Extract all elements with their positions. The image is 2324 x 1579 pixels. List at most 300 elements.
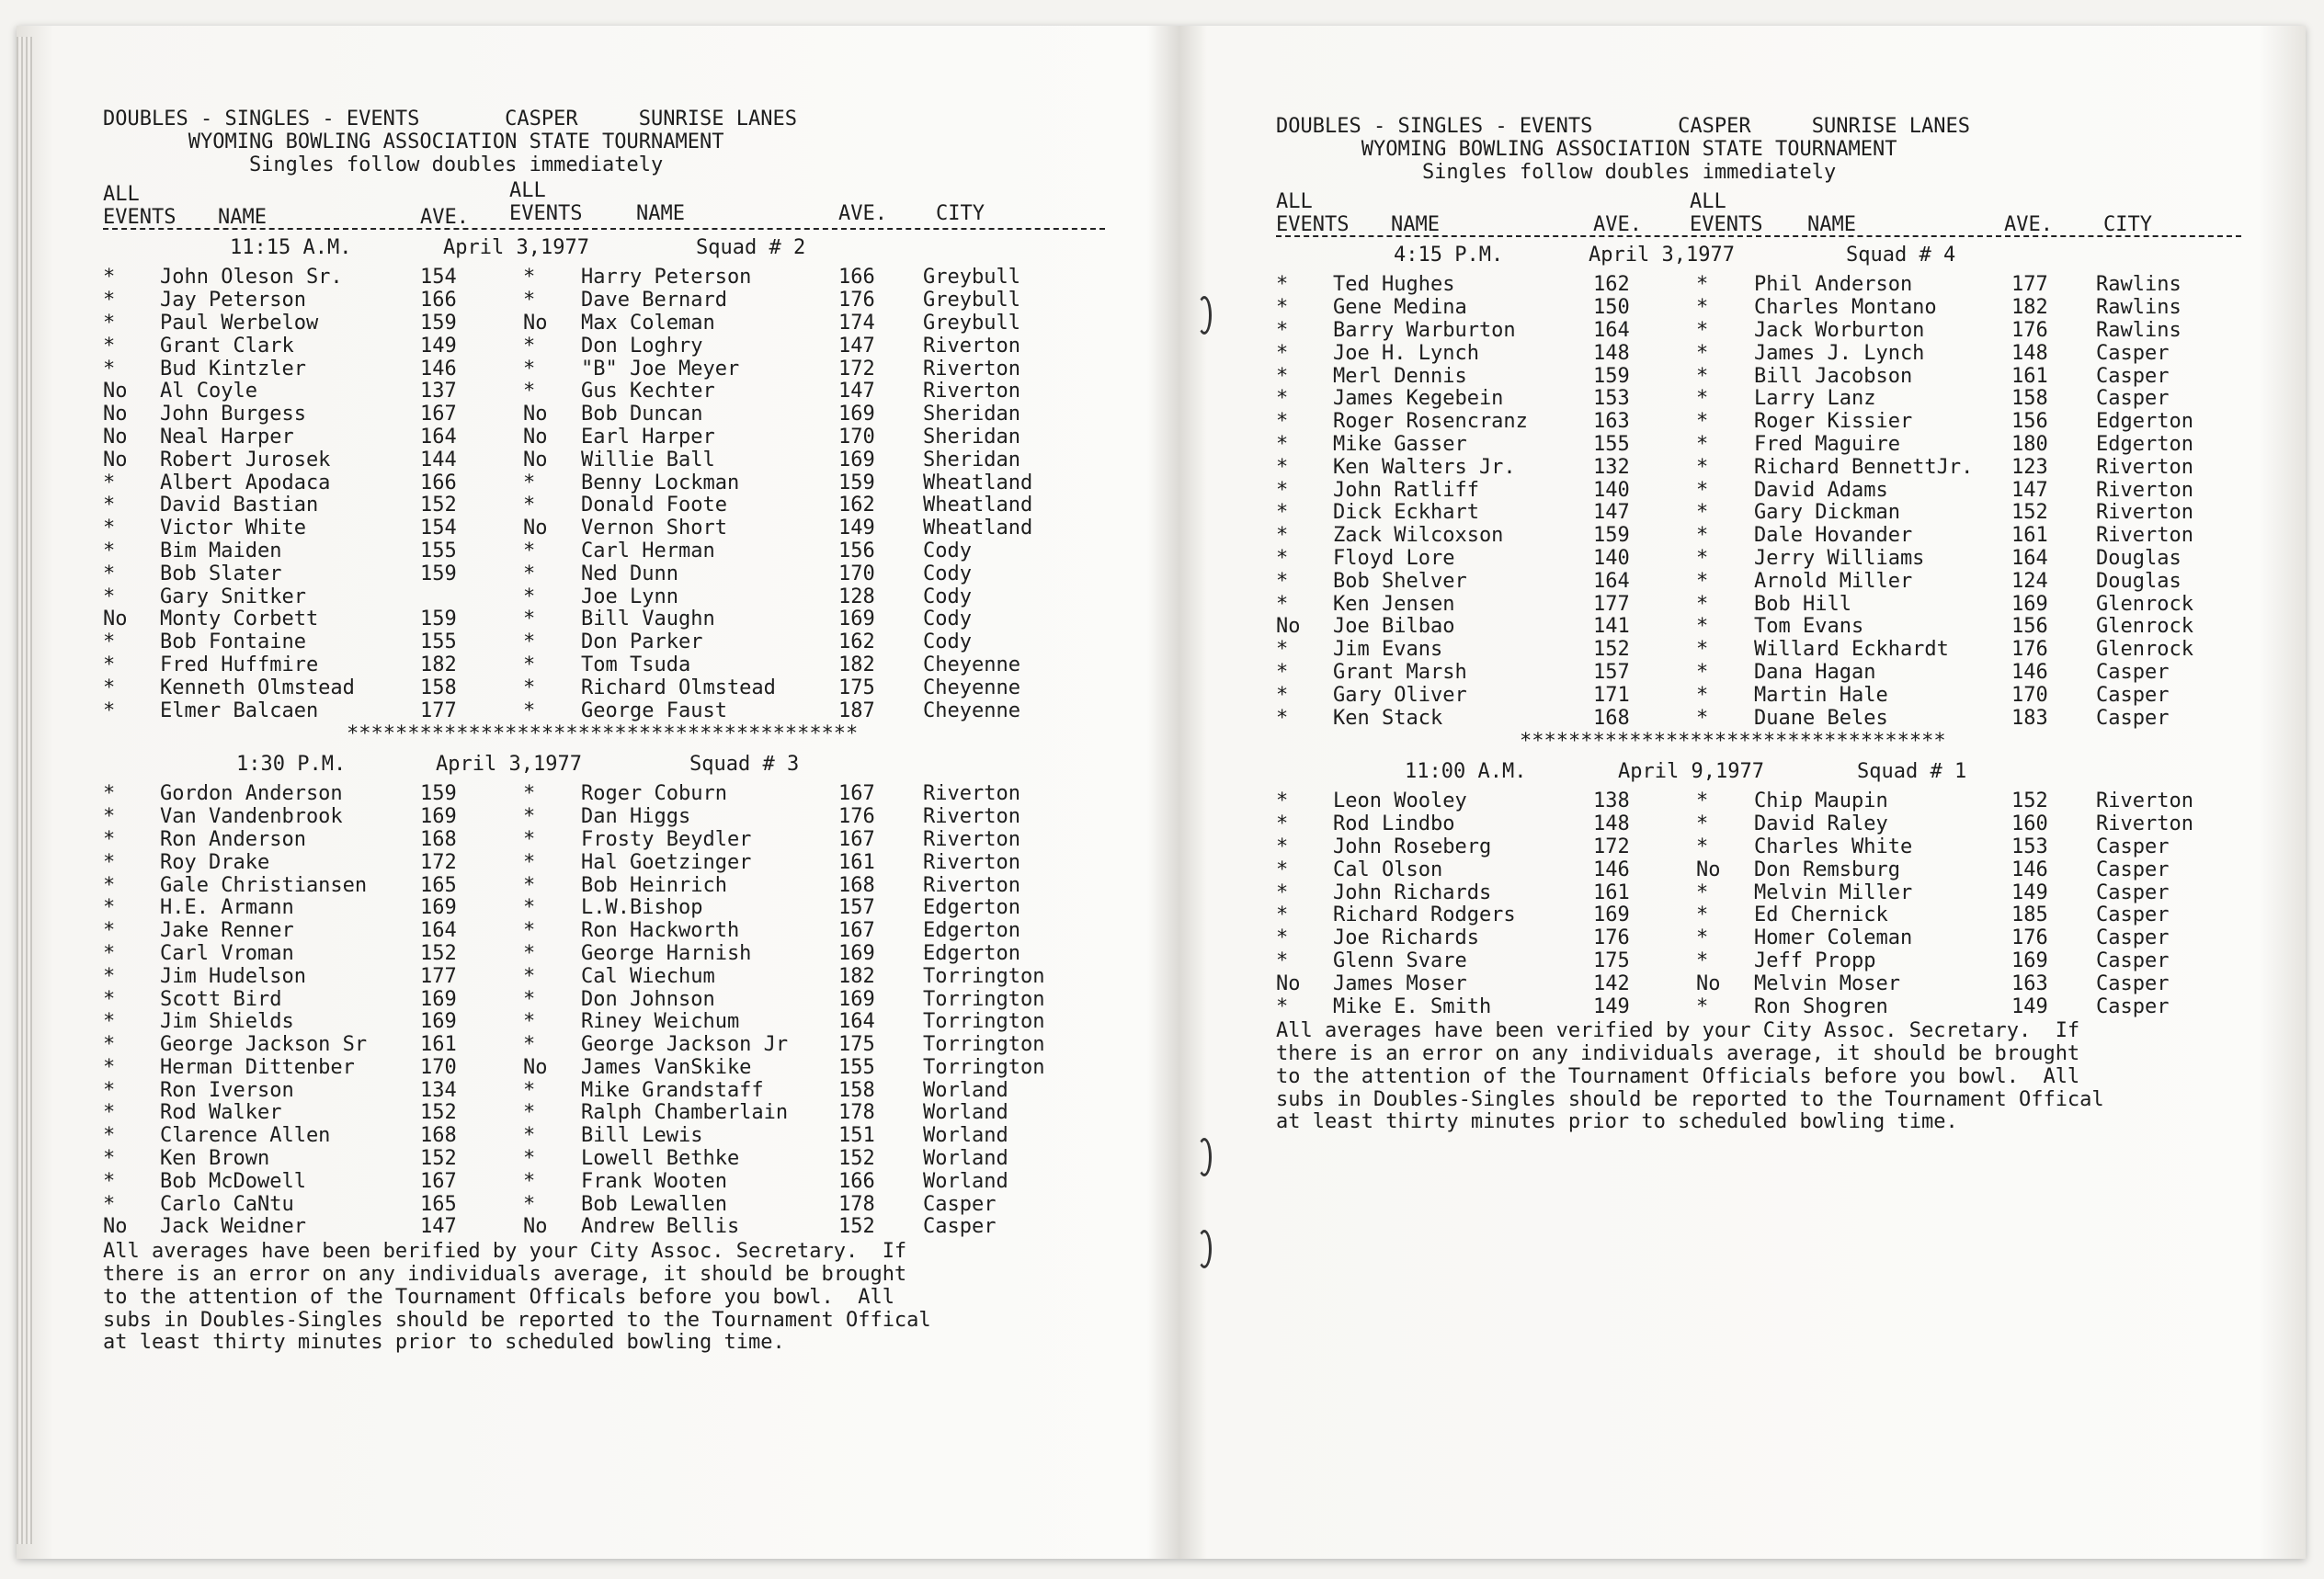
squad-date: April 3,1977 (436, 753, 582, 777)
bowler-average: 164 (1593, 318, 1630, 342)
all-events-mark: * (103, 471, 116, 494)
bowler-average: 154 (420, 266, 457, 290)
all-events-mark: * (1696, 387, 1709, 411)
all-events-mark: * (523, 941, 536, 965)
partner-name: Riney Weichum (581, 1010, 740, 1034)
bowler-name: Rod Walker (160, 1101, 282, 1125)
table-row (1276, 366, 2241, 389)
all-events-mark: * (1276, 880, 1289, 904)
partner-average: 167 (838, 919, 875, 943)
all-events-mark: No (103, 425, 128, 449)
all-events-mark: * (1696, 880, 1709, 904)
all-events-mark: * (1276, 432, 1289, 456)
separator-stars: *********************************** (1520, 730, 1946, 754)
table-row (103, 1125, 1105, 1148)
city: Cody (923, 630, 972, 654)
city: Casper (2096, 387, 2170, 411)
partner-average: 158 (838, 1078, 875, 1102)
bowler-average: 155 (420, 539, 457, 562)
all-events-mark: * (523, 782, 536, 806)
all-events-mark: * (1696, 790, 1709, 813)
table-row (103, 783, 1105, 806)
all-events-mark: * (103, 1147, 116, 1171)
table-row (103, 449, 1105, 472)
table-row (103, 290, 1105, 312)
all-events-mark: No (1696, 971, 1721, 995)
squad-number: Squad # 2 (696, 236, 806, 260)
bowler-average: 166 (420, 289, 457, 312)
partner-name: Andrew Bellis (581, 1215, 740, 1239)
page-subtitle: WYOMING BOWLING ASSOCIATION STATE TOURNAMENT (1276, 137, 1897, 161)
city: Sheridan (923, 425, 1020, 449)
table-row (103, 586, 1105, 609)
partner-average: 182 (2011, 296, 2048, 320)
all-events-mark: * (523, 896, 536, 920)
all-events-mark: * (103, 941, 116, 965)
city: Cheyenne (923, 699, 1020, 722)
partner-name: James VanSkike (581, 1055, 752, 1079)
bowler-name: Barry Warburton (1333, 318, 1516, 342)
all-events-mark: * (1696, 455, 1709, 479)
all-events-mark: * (1696, 835, 1709, 858)
squad-roster (103, 783, 1105, 1239)
bowler-average: 147 (1593, 501, 1630, 525)
bowler-name: Victor White (160, 517, 306, 540)
right-page (1276, 116, 2241, 1134)
city: Edgerton (923, 919, 1020, 943)
partner-average: 170 (838, 562, 875, 585)
all-events-mark: * (523, 653, 536, 676)
partner-name: George Jackson Jr (581, 1033, 789, 1057)
table-row (103, 267, 1105, 290)
all-events-mark: * (523, 289, 536, 312)
bowler-name: Al Coyle (160, 380, 257, 403)
partner-name: Dave Bernard (581, 289, 727, 312)
partner-average: 161 (838, 850, 875, 874)
partner-average: 162 (838, 630, 875, 654)
bowler-name: Fred Huffmire (160, 653, 319, 676)
all-events-mark: No (523, 1055, 548, 1079)
bowler-name: Dick Eckhart (1333, 501, 1479, 525)
all-events-mark: * (1276, 592, 1289, 616)
partner-name: Phil Anderson (1754, 273, 1913, 297)
partner-name: Dan Higgs (581, 805, 691, 829)
city: Casper (2096, 994, 2170, 1018)
partner-name: Don Parker (581, 630, 703, 654)
city: Greybull (923, 266, 1020, 290)
all-events-mark: * (523, 919, 536, 943)
all-events-mark: * (1276, 546, 1289, 570)
bowler-average: 159 (420, 311, 457, 335)
city: Wheatland (923, 517, 1033, 540)
col-ave-2: AVE. (838, 202, 887, 226)
bowler-name: Herman Dittenber (160, 1055, 355, 1079)
partner-name: Melvin Moser (1754, 971, 1900, 995)
col-city: CITY (936, 202, 985, 226)
table-row (1276, 548, 2241, 571)
all-events-mark: * (103, 699, 116, 722)
all-events-mark: * (103, 653, 116, 676)
city: Cody (923, 562, 972, 585)
bowler-name: Ted Hughes (1333, 273, 1455, 297)
city: Cheyenne (923, 676, 1020, 699)
partner-name: Joe Lynn (581, 585, 678, 608)
partner-average: 156 (2011, 410, 2048, 434)
partner-average: 175 (838, 676, 875, 699)
city: Sheridan (923, 403, 1020, 426)
city: Edgerton (2096, 410, 2193, 434)
city: Cody (923, 539, 972, 562)
partner-average: 166 (838, 266, 875, 290)
all-events-mark: * (1696, 592, 1709, 616)
all-events-mark: * (1696, 949, 1709, 972)
column-headers (103, 179, 1105, 230)
bowler-average: 166 (420, 471, 457, 494)
all-events-mark: * (103, 1192, 116, 1216)
city: Riverton (2096, 790, 2193, 813)
bowler-average: 152 (420, 494, 457, 517)
table-row (103, 494, 1105, 517)
table-row (1276, 457, 2241, 480)
bowler-name: Roy Drake (160, 850, 270, 874)
bowler-name: Albert Apodaca (160, 471, 331, 494)
partner-name: Arnold Miller (1754, 569, 1913, 593)
table-row (1276, 996, 2241, 1019)
all-events-mark: * (103, 1124, 116, 1148)
city: Torrington (923, 1010, 1045, 1034)
partner-name: Ned Dunn (581, 562, 678, 585)
bowler-name: David Bastian (160, 494, 319, 517)
table-row (103, 1057, 1105, 1080)
partner-average: 147 (2011, 478, 2048, 502)
bowler-average: 172 (1593, 835, 1630, 858)
table-row (1276, 790, 2241, 813)
bowler-average: 141 (1593, 615, 1630, 639)
city: Rawlins (2096, 296, 2182, 320)
city: Casper (2096, 949, 2170, 972)
all-events-mark: * (103, 357, 116, 381)
squad-roster (1276, 274, 2241, 730)
bowler-name: Bud Kintzler (160, 357, 306, 381)
partner-average: 169 (838, 941, 875, 965)
partner-average: 177 (2011, 273, 2048, 297)
city: Rawlins (2096, 318, 2182, 342)
bowler-average: 164 (420, 425, 457, 449)
partner-name: "B" Joe Meyer (581, 357, 740, 381)
bowler-name: Elmer Balcaen (160, 699, 319, 722)
city: Douglas (2096, 546, 2182, 570)
bowler-name: Jim Shields (160, 1010, 294, 1034)
bowler-average: 172 (420, 850, 457, 874)
partner-average: 169 (838, 608, 875, 631)
table-row (103, 335, 1105, 358)
table-row (103, 1171, 1105, 1194)
all-events-mark: * (1696, 546, 1709, 570)
bowler-average: 169 (420, 896, 457, 920)
partner-name: Dale Hovander (1754, 524, 1913, 548)
bowler-average: 182 (420, 653, 457, 676)
bowler-average: 140 (1593, 478, 1630, 502)
table-row (103, 1011, 1105, 1034)
partner-name: Charles White (1754, 835, 1913, 858)
city: Riverton (923, 850, 1020, 874)
bowler-name: Robert Jurosek (160, 448, 331, 471)
bowler-name: Grant Clark (160, 334, 294, 358)
partner-name: Don Remsburg (1754, 858, 1900, 881)
bowler-name: Ron Anderson (160, 827, 306, 851)
partner-average: 167 (838, 782, 875, 806)
bowler-name: Van Vandenbrook (160, 805, 343, 829)
partner-average: 178 (838, 1192, 875, 1216)
all-events-mark: * (523, 676, 536, 699)
squad-roster (1276, 790, 2241, 1018)
all-events-mark: * (1276, 296, 1289, 320)
bowler-name: Ron Iverson (160, 1078, 294, 1102)
bowler-name: Joe Bilbao (1333, 615, 1455, 639)
partner-average: 164 (838, 1010, 875, 1034)
bowler-name: Gary Snitker (160, 585, 306, 608)
table-row (1276, 320, 2241, 343)
partner-name: Gary Dickman (1754, 501, 1900, 525)
partner-name: Harry Peterson (581, 266, 752, 290)
bowler-name: John Oleson Sr. (160, 266, 343, 290)
all-events-mark: * (523, 1192, 536, 1216)
all-events-mark: * (1276, 858, 1289, 881)
squad-header (1276, 237, 2241, 274)
bowler-average: 164 (420, 919, 457, 943)
all-events-mark: * (1696, 706, 1709, 730)
col-ave-2: AVE. (2004, 213, 2053, 237)
city: Casper (2096, 683, 2170, 707)
bowler-name: Zack Wilcoxson (1333, 524, 1504, 548)
all-events-mark: * (1696, 501, 1709, 525)
partner-average: 163 (2011, 971, 2048, 995)
table-row (103, 312, 1105, 335)
all-events-mark: * (1696, 903, 1709, 927)
partner-average: 124 (2011, 569, 2048, 593)
bowler-name: Kenneth Olmstead (160, 676, 355, 699)
partner-name: Jeff Propp (1754, 949, 1876, 972)
squad-time: 4:15 P.M. (1394, 244, 1504, 267)
all-events-mark: * (1696, 683, 1709, 707)
all-events-mark: * (1276, 835, 1289, 858)
separator-stars: ****************************************** (347, 722, 859, 746)
all-events-mark: No (103, 403, 128, 426)
city: Edgerton (923, 896, 1020, 920)
bowler-name: Scott Bird (160, 987, 282, 1011)
partner-name: Richard Olmstead (581, 676, 776, 699)
table-row (1276, 616, 2241, 639)
table-row (103, 1102, 1105, 1125)
partner-average: 170 (838, 425, 875, 449)
partner-average: 148 (2011, 341, 2048, 365)
all-events-mark: * (1696, 296, 1709, 320)
all-events-mark: * (523, 494, 536, 517)
partner-average: 170 (2011, 683, 2048, 707)
partner-name: Vernon Short (581, 517, 727, 540)
city: Greybull (923, 311, 1020, 335)
partner-average: 161 (2011, 524, 2048, 548)
all-events-mark: * (1276, 455, 1289, 479)
all-events-mark: * (523, 266, 536, 290)
all-events-mark: * (523, 334, 536, 358)
bowler-average: 171 (1593, 683, 1630, 707)
city: Worland (923, 1124, 1008, 1148)
table-row (103, 943, 1105, 966)
all-events-mark: * (523, 1147, 536, 1171)
squad-number: Squad # 1 (1857, 760, 1967, 784)
city: Casper (2096, 858, 2170, 881)
table-row (1276, 927, 2241, 950)
all-events-mark: * (1276, 994, 1289, 1018)
all-events-mark: * (1696, 660, 1709, 684)
bowler-average: 140 (1593, 546, 1630, 570)
table-row (1276, 904, 2241, 927)
all-events-mark: No (103, 380, 128, 403)
bowler-name: James Kegebein (1333, 387, 1504, 411)
page-edges (17, 37, 33, 1544)
partner-name: Roger Coburn (581, 782, 727, 806)
all-events-mark: * (1276, 683, 1289, 707)
bowler-name: Jay Peterson (160, 289, 306, 312)
bowler-name: Merl Dennis (1333, 364, 1467, 388)
city: Riverton (2096, 524, 2193, 548)
city: Casper (2096, 835, 2170, 858)
all-events-mark: * (1696, 478, 1709, 502)
table-row (1276, 594, 2241, 617)
all-events-mark: * (103, 494, 116, 517)
partner-average: 164 (2011, 546, 2048, 570)
bowler-name: Glenn Svare (1333, 949, 1467, 972)
partner-average: 151 (838, 1124, 875, 1148)
city: Worland (923, 1169, 1008, 1193)
bowler-average: 152 (420, 1147, 457, 1171)
table-row (103, 852, 1105, 875)
bowler-average: 177 (420, 964, 457, 988)
bowler-name: Ken Brown (160, 1147, 270, 1171)
all-events-mark: * (523, 873, 536, 897)
bowler-name: Richard Rodgers (1333, 903, 1516, 927)
bowler-average: 144 (420, 448, 457, 471)
squad-date: April 9,1977 (1618, 760, 1764, 784)
squad-time: 1:30 P.M. (236, 753, 347, 777)
all-events-mark: * (1276, 478, 1289, 502)
bowler-name: John Burgess (160, 403, 306, 426)
partner-average: 156 (838, 539, 875, 562)
bowler-average: 148 (1593, 341, 1630, 365)
partner-average: 147 (838, 334, 875, 358)
partner-name: Tom Evans (1754, 615, 1864, 639)
bowler-average: 134 (420, 1078, 457, 1102)
partner-average: 162 (838, 494, 875, 517)
bowler-average: 168 (420, 1124, 457, 1148)
col-all-events-2: ALL EVENTS (509, 179, 583, 226)
bowler-average: 146 (1593, 858, 1630, 881)
all-events-mark: No (1276, 615, 1301, 639)
city: Sheridan (923, 448, 1020, 471)
partner-average: 149 (838, 517, 875, 540)
squad-time: 11:15 A.M. (230, 236, 352, 260)
city: Wheatland (923, 471, 1033, 494)
all-events-mark: * (523, 850, 536, 874)
table-row (103, 989, 1105, 1012)
bowler-name: H.E. Armann (160, 896, 294, 920)
city: Torrington (923, 1033, 1045, 1057)
table-row (1276, 859, 2241, 882)
table-row (1276, 882, 2241, 905)
partner-name: Lowell Bethke (581, 1147, 740, 1171)
city: Cheyenne (923, 653, 1020, 676)
all-events-mark: * (103, 311, 116, 335)
bowler-name: George Jackson Sr (160, 1033, 368, 1057)
partner-average: 169 (2011, 592, 2048, 616)
partner-name: David Adams (1754, 478, 1888, 502)
partner-name: Larry Lanz (1754, 387, 1876, 411)
all-events-mark: * (523, 1169, 536, 1193)
partner-name: Bob Lewallen (581, 1192, 727, 1216)
bowler-name: Floyd Lore (1333, 546, 1455, 570)
partner-average: 169 (838, 987, 875, 1011)
partner-name: Duane Beles (1754, 706, 1888, 730)
bowler-name: Gordon Anderson (160, 782, 343, 806)
table-row (1276, 685, 2241, 708)
partner-average: 172 (838, 357, 875, 381)
all-events-mark: * (103, 266, 116, 290)
partner-name: Bob Heinrich (581, 873, 727, 897)
table-row (103, 806, 1105, 829)
city: Glenrock (2096, 638, 2193, 662)
all-events-mark: No (523, 517, 548, 540)
partner-name: Homer Coleman (1754, 926, 1913, 950)
all-events-mark: * (523, 380, 536, 403)
partner-average: 152 (838, 1215, 875, 1239)
all-events-mark: * (1276, 273, 1289, 297)
page-subtitle: WYOMING BOWLING ASSOCIATION STATE TOURNAMENT (103, 130, 724, 153)
all-events-mark: * (523, 964, 536, 988)
city: Greybull (923, 289, 1020, 312)
partner-average: 176 (838, 289, 875, 312)
all-events-mark: * (1696, 812, 1709, 836)
col-ave: AVE. (1593, 213, 1642, 237)
city: Cody (923, 608, 972, 631)
partner-average: 152 (2011, 501, 2048, 525)
bowler-average: 149 (420, 334, 457, 358)
all-events-mark: No (523, 311, 548, 335)
bowler-average: 146 (420, 357, 457, 381)
table-row (103, 654, 1105, 677)
bowler-average: 157 (1593, 660, 1630, 684)
partner-name: Ed Chernick (1754, 903, 1888, 927)
col-all-events: ALL EVENTS (103, 183, 177, 230)
squad-header (103, 230, 1105, 267)
partner-average: 176 (2011, 318, 2048, 342)
partner-name: Roger Kissier (1754, 410, 1913, 434)
col-name: NAME (218, 206, 267, 230)
partner-name: Ron Hackworth (581, 919, 740, 943)
city: Torrington (923, 964, 1045, 988)
all-events-mark: * (523, 805, 536, 829)
all-events-mark: * (523, 585, 536, 608)
bowler-name: Neal Harper (160, 425, 294, 449)
partner-name: Fred Maguire (1754, 432, 1900, 456)
partner-name: Charles Montano (1754, 296, 1937, 320)
partner-name: Bill Lewis (581, 1124, 703, 1148)
bowler-average: 154 (420, 517, 457, 540)
city: Worland (923, 1078, 1008, 1102)
partner-average: 169 (838, 448, 875, 471)
partner-average: 169 (838, 403, 875, 426)
all-events-mark: * (523, 987, 536, 1011)
